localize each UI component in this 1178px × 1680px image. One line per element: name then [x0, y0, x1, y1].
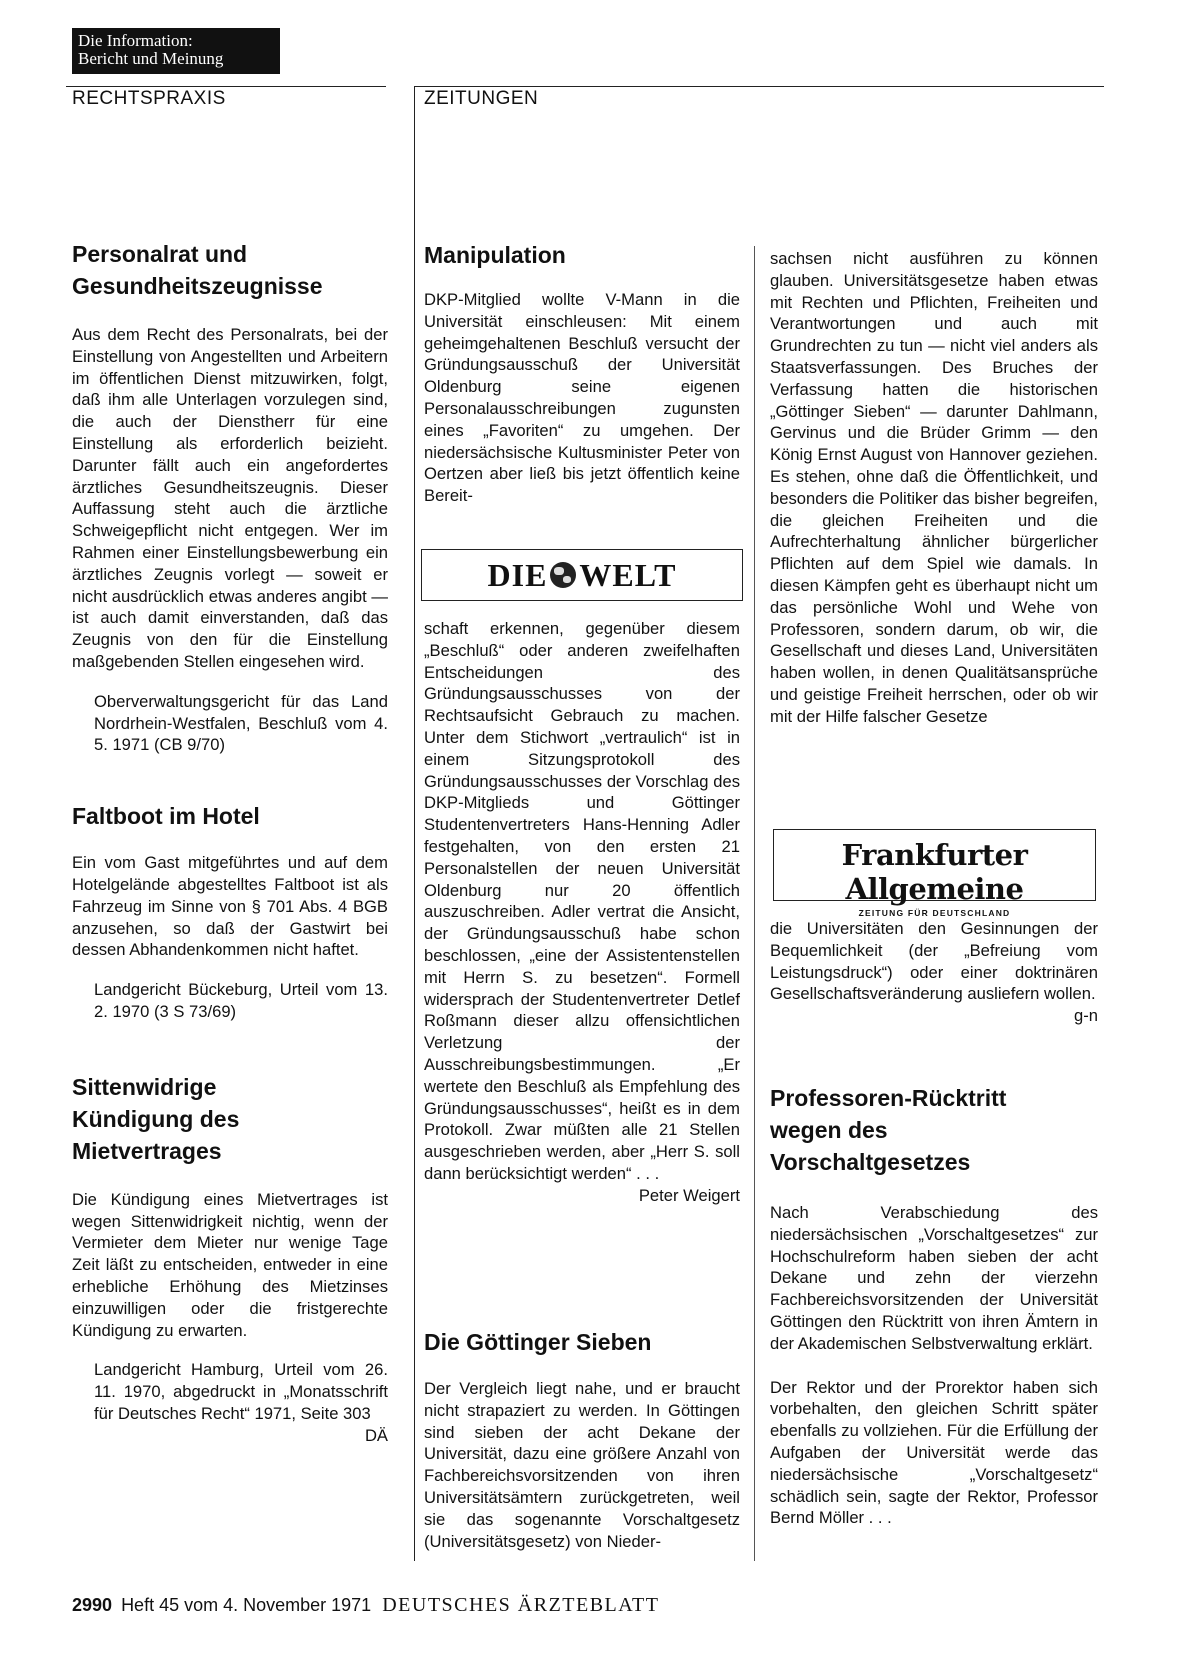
- article-title: Faltboot im Hotel: [72, 803, 260, 830]
- article-body-part-1: Nach Verabschiedung des niedersächsischen „Vorschaltgesetzes“ zur Hochschulreform haben sieben der acht Dekane und zehn der vierzehn Fachbereichsvorsitzenden der Universität Göttingen den Rücktritt von ihren Ämtern in der Akademischen Selbstverwaltung erklärt.: [770, 1203, 1098, 1353]
- left-column: [72, 238, 388, 1446]
- issue-info: Heft 45 vom 4. November 1971: [121, 1595, 372, 1615]
- article-goettinger-sieben: [424, 1326, 740, 1552]
- faz-logo-subtitle: ZEITUNG FÜR DEUTSCHLAND: [858, 908, 1011, 918]
- logo-word-left: DIE: [487, 556, 548, 593]
- masthead: [72, 28, 280, 74]
- section-title-zeitungen: ZEITUNGEN: [424, 88, 539, 109]
- title-line: Mietvertrages: [72, 1137, 222, 1164]
- faz-logo: [773, 829, 1096, 918]
- section-title-rechtspraxis: RECHTSPRAXIS: [72, 88, 226, 109]
- article-sittenwidrige: [72, 1071, 388, 1445]
- manipulation-continued: [424, 618, 740, 1207]
- title-line: Kündigung des: [72, 1105, 240, 1132]
- article-body-part-1: DKP-Mitglied wollte V-Mann in die Universität einschleusen: Mit einem geheimgehaltenen Beschluß versucht der Gründungsausschuß der Universität Oldenburg seine eigenen Personalausschreibungen zugunsten eines „Favoriten“ zu umgehen. Der niedersächsische Kultusminister Peter von Oertzen aber ließ bis jetzt öffentlich keine Bereit-: [424, 290, 740, 506]
- page-number: 2990: [72, 1595, 113, 1615]
- article-title: [770, 1082, 1098, 1178]
- title-line: Gesundheitszeugnisse: [72, 273, 323, 299]
- title-line: Personalrat und: [72, 241, 248, 267]
- masthead-line-1: Die Information:: [78, 31, 193, 50]
- author-name: Peter Weigert: [638, 1185, 740, 1205]
- logo-word-right: WELT: [579, 556, 677, 593]
- article-body-part-2: Der Rektor und der Prorektor haben sich vorbehalten, den gleichen Schritt später ebenfalls zu vollziehen. Für die Erfüllung der Aufgaben der Universität werde das niedersächsische „Vorschaltgesetz“ schädlich sein, sagte der Rektor, Professor Bernd Möller . . .: [770, 1377, 1098, 1528]
- masthead-line-2: Bericht und Meinung: [78, 49, 224, 68]
- article-body-part-2: schaft erkennen, gegenüber diesem „Beschluß“ oder anderen zweifelhaften Entscheidungen des Gründungsausschusses von der Rechtsaufsicht Gebrauch zu machen. Unter dem Stichwort „vertraulich“ ist in einem Sitzungsprotokoll des Gründungsausschusses der Vorschlag des DKP-Mitglieds und Göttinger Studentenvertreters Hans-Henning Adler festgehalten, von den ersten 21 Personalstellen der neuen Universität Oldenburg nur 20 öffentlich auszuschreiben. Adler vertrat die Ansicht, der Gründungsausschuß habe schon beschlossen, „eine der Assistentenstellen mit Herrn S. zu besetzen“. Formell widersprach der Studentenvertreter Detlef Roßmann dieser allzu offensichtlichen Verletzung der Ausschreibungsbestimmungen. „Er wertete den Beschluß als Empfehlung des Gründungsausschusses“, heißt es in dem Protokoll. Zwar müßten alle 21 Stellen ausgeschrieben werden, aber „Herr S. soll dann berücksichtigt werden“ . . .: [424, 619, 740, 1183]
- article-professoren-ruecktritt: [770, 1082, 1098, 1529]
- article-body-part-3: [770, 918, 1098, 1026]
- journal-name: DEUTSCHES ÄRZTEBLATT: [382, 1594, 660, 1616]
- article-title: Manipulation: [424, 242, 566, 268]
- article-body: Aus dem Recht des Personalrats, bei der Einstellung von Angestellten und Arbeitern im öffentlichen Dienst mitzuwirken, folgt, daß ihm alle Unterlagen vorzulegen sind, die auch der Dienstherr für eine Einstellung als erforderlich beizieht. Darunter fällt auch ein angefordertes ärztliches Gesundheitszeugnis. Dieser Auffassung steht auch die ärztliche Schweigepflicht nicht entgegen. Wer im Rahmen einer Einstellungsbewerbung ein ärztliches Zeugnis vorlegt — soweit er nicht ausdrücklich etwas anderes angibt — ist auch damit einverstanden, daß das Zeugnis von den für die Einstellung maßgebenden Stellen eingesehen wird.: [72, 325, 388, 671]
- article-manipulation: [424, 239, 740, 507]
- author-initials: DÄ: [364, 1425, 388, 1445]
- column-divider: [414, 86, 415, 1561]
- article-body-part-2: sachsen nicht ausführen zu können glauben. Universitätsgesetze haben etwas mit Rechten und Pflichten, Freiheiten und Verantwortungen und auch mit Grundrechten zu tun — nicht viel anders als Staatsverfassungen. Des Bruches der Verfassung hatten die historischen „Göttinger Sieben“ — darunter Dahlmann, Gervinus und die Brüder Grimm — den König Ernst August von Hannover geziehen. Es stehen, ohne daß die Öffentlichkeit, und besonders die Politiker das bisher begreifen, die gleichen Freiheiten und die Aufrechterhaltung ähnlicher bürgerlicher Pflichten auf dem Spiel wie damals. In diesen Kämpfen geht es überhaupt nicht um das persönliche Wohl und Wehe von Professoren, sondern darum, ob wir, die Gesellschaft und dieses Land, Universitäten haben wollen, in denen Qualitätsansprüche und geistige Freiheit herrschen, oder ob wir mit der Hilfe falscher Gesetze: [770, 249, 1098, 726]
- section-rule-right: [414, 86, 1104, 87]
- author-initials: g-n: [1074, 1006, 1098, 1026]
- faz-logo-name: Frankfurter Allgemeine: [841, 838, 1028, 906]
- article-body-text: die Universitäten den Gesinnungen der Bequemlichkeit (der „Befreiung vom Leistungsdruck“) oder einer doktrinären Gesellschaftsveränderung ausliefern wollen.: [770, 919, 1098, 1004]
- court-source-text: Landgericht Hamburg, Urteil vom 26. 11. 1970, abgedruckt in „Monatsschrift für Deutsches Recht“ 1971, Seite 303: [94, 1360, 388, 1423]
- article-body-part-1: Der Vergleich liegt nahe, und er braucht nicht strapaziert zu werden. In Göttingen sind sieben der acht Dekane der Universität, dazu eine größere Anzahl von Fachbereichsvorsitzenden von ihren Universitätsämtern zurückgetreten, weil sie das sogenannte Vorschaltgesetz (Universitätsgesetz) von Nieder-: [424, 1379, 740, 1551]
- page-footer: [72, 1594, 659, 1617]
- die-welt-logo: [421, 549, 743, 601]
- article-body: Ein vom Gast mitgeführtes und auf dem Hotelgelände abgestelltes Faltboot ist als Fahrzeug im Sinne von § 701 Abs. 4 BGB anzusehen, so daß der Gastwirt bei dessen Abhandenkommen nicht haftet.: [72, 853, 388, 960]
- title-line: Sittenwidrige: [72, 1073, 217, 1100]
- court-source: [94, 1359, 388, 1445]
- globe-icon: [550, 562, 576, 588]
- title-line: Professoren-Rücktritt: [770, 1085, 1007, 1111]
- court-source: Oberverwaltungsgericht für das Land Nordrhein-Westfalen, Beschluß vom 4. 5. 1971 (CB 9/70): [94, 691, 388, 755]
- title-line: wegen des: [770, 1117, 888, 1143]
- article-body: Die Kündigung eines Mietvertrages ist wegen Sittenwidrigkeit nichtig, wenn der Vermieter dem Mieter nur wenige Tage Zeit läßt zu entscheiden, entweder in eine erhebliche Erhöhung des Mietzinses einzuwilligen oder die fristgerechte Kündigung zu erwarten.: [72, 1189, 388, 1340]
- article-title: [72, 238, 388, 302]
- goettinger-end: [770, 918, 1098, 1027]
- article-faltboot: [72, 800, 388, 1023]
- article-title: [72, 1071, 388, 1167]
- title-line: Vorschaltgesetzes: [770, 1149, 971, 1175]
- article-personalrat: [72, 238, 388, 756]
- column-divider-2: [754, 246, 755, 1561]
- section-rule-left: [66, 86, 386, 87]
- court-source: Landgericht Bückeburg, Urteil vom 13. 2. 1970 (3 S 73/69): [94, 980, 388, 1021]
- goettinger-continued: [770, 248, 1098, 728]
- article-title: Die Göttinger Sieben: [424, 1329, 652, 1355]
